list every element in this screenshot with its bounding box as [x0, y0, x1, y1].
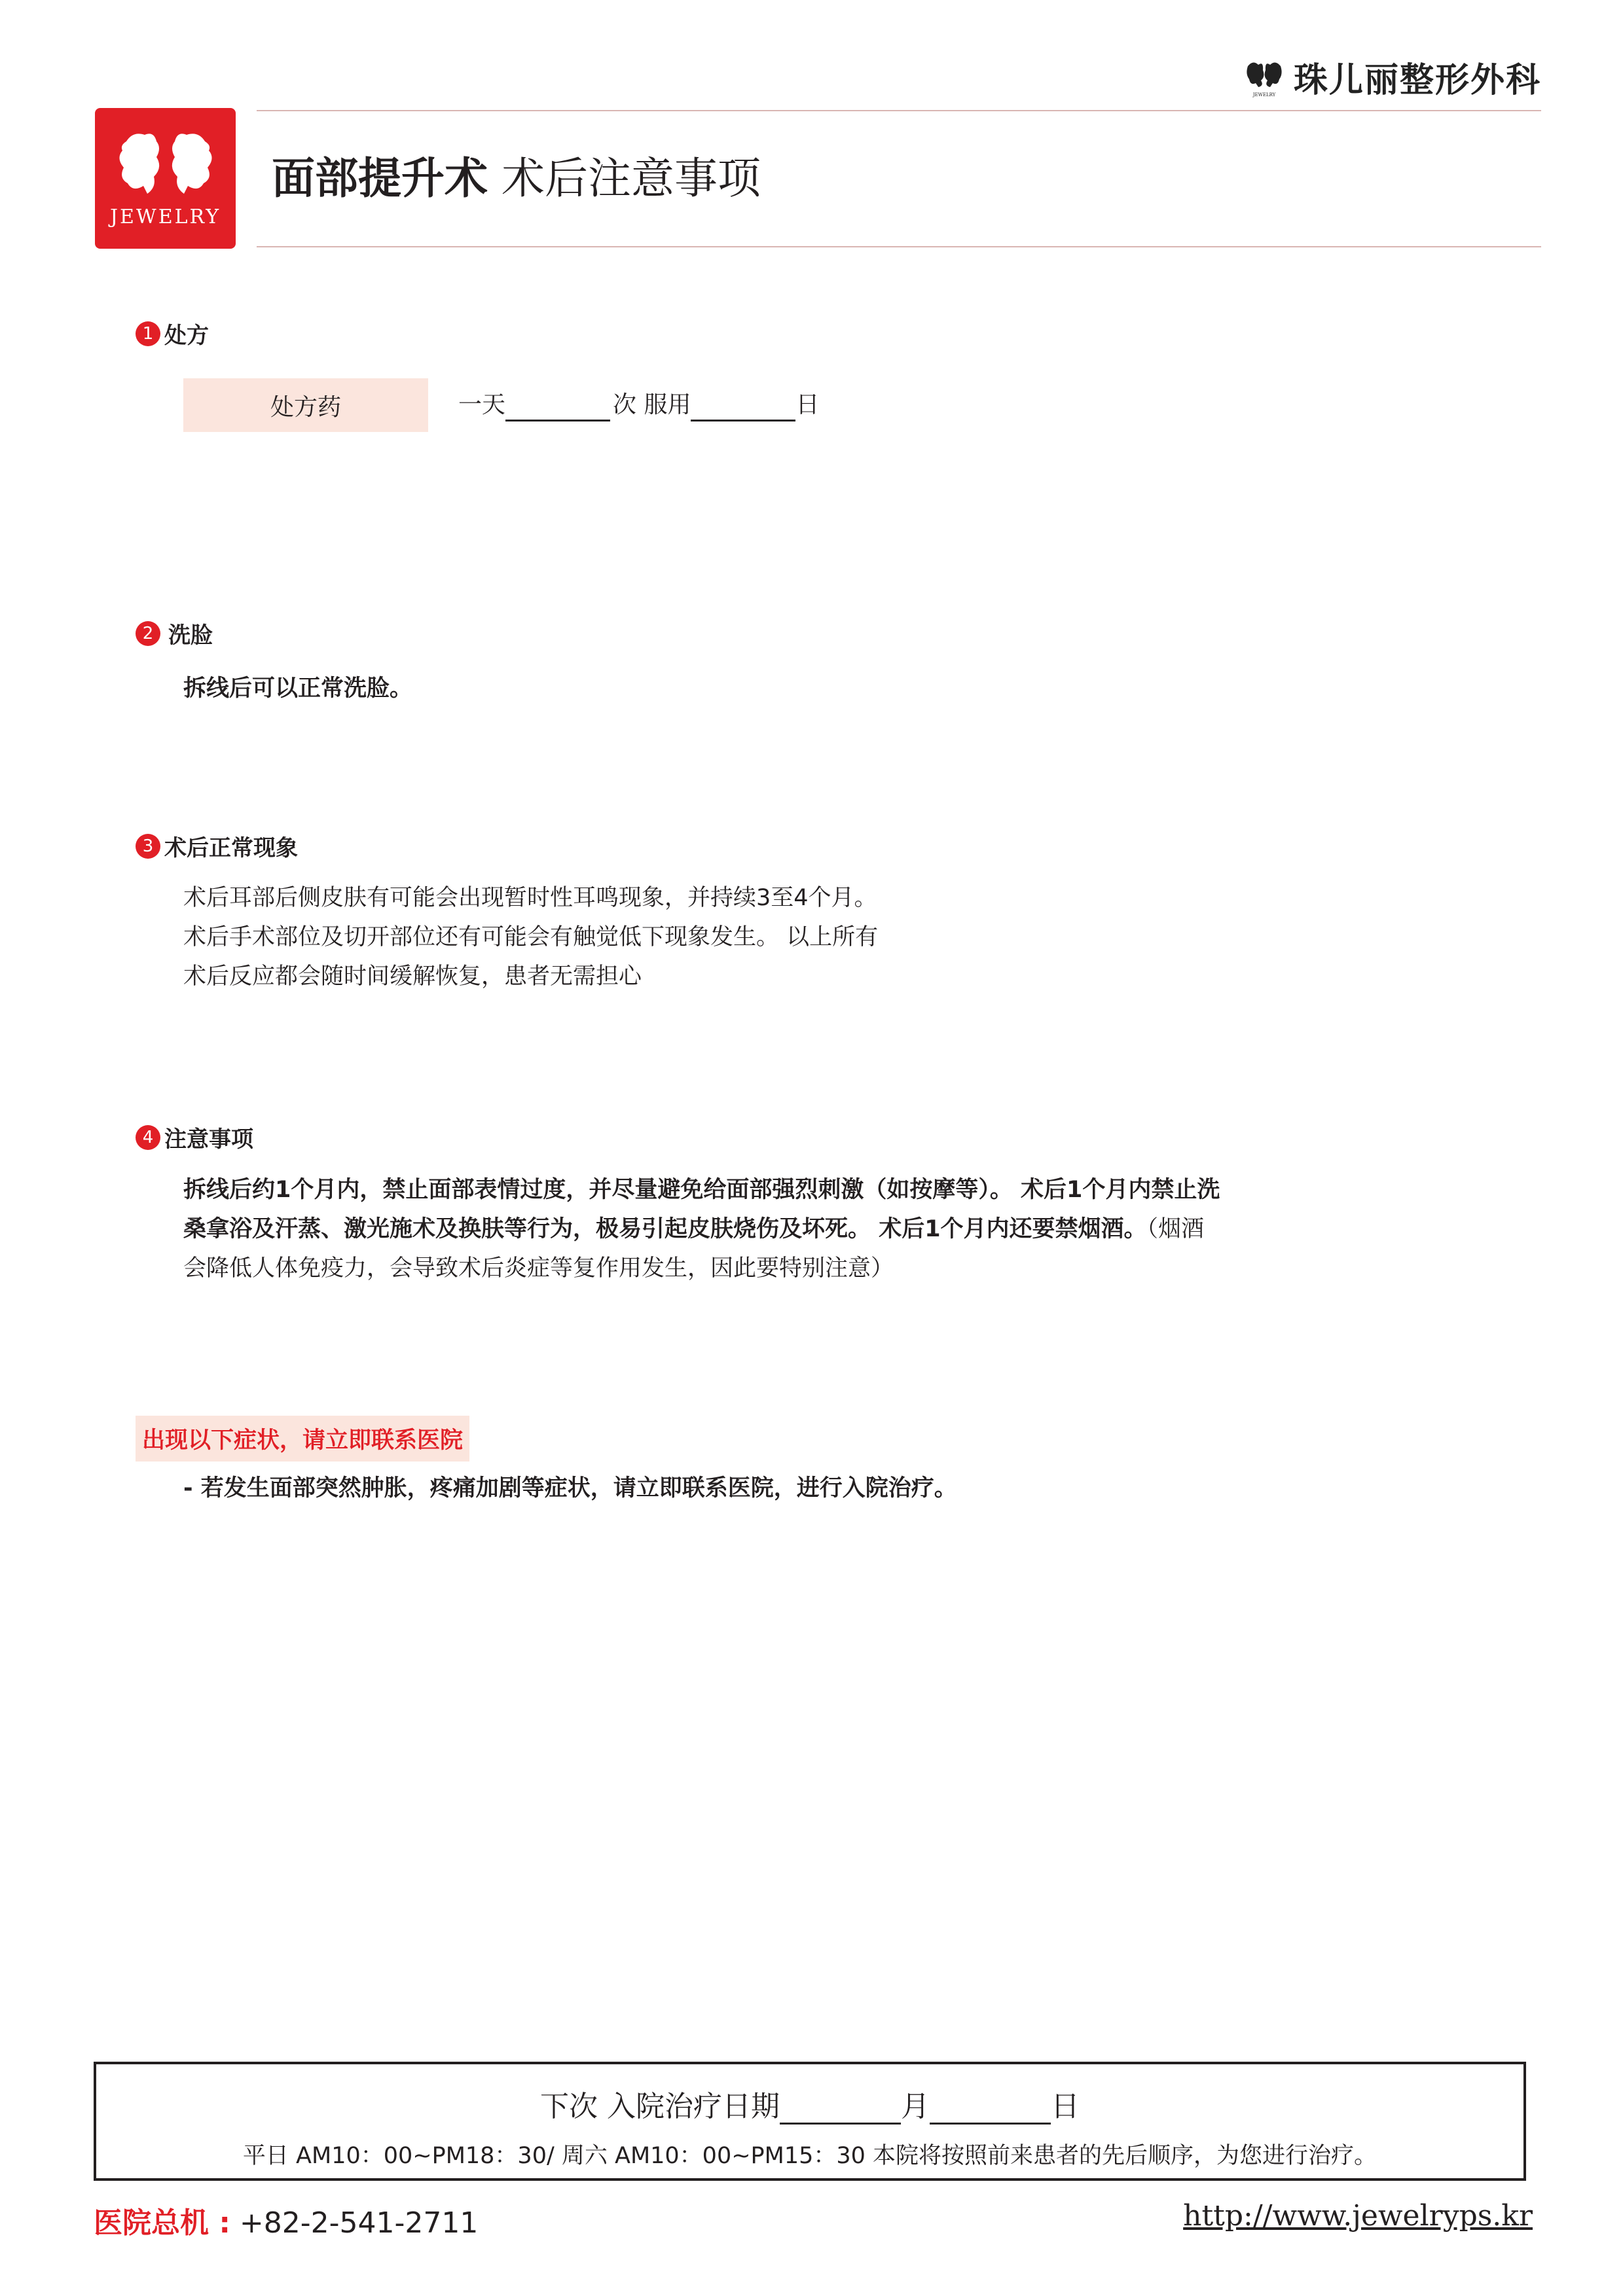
warning-text [183, 1469, 957, 1508]
caution-line-2-bold: 桑拿浴及汗蒸、激光施术及换肤等行为，极易引起皮肤烧伤及坏死。 术后1个月内还要禁烟酒。 [183, 1216, 1147, 1242]
section-2-number: 2 [136, 621, 160, 646]
section-4-text [183, 1170, 1220, 1288]
day-label: 日 [1051, 2090, 1080, 2123]
section-3-title: 术后正常现象 [164, 835, 298, 861]
face-wash-text: 拆线后可以正常洗脸。 [183, 675, 413, 702]
title-procedure: 面部提升术 [272, 153, 488, 204]
prescription-dosage [458, 389, 819, 422]
twin-figure-logo-icon [113, 128, 218, 200]
header-divider-bottom [257, 246, 1541, 247]
logo-wordmark: JEWELRY [109, 206, 221, 228]
section-4-number: 4 [136, 1125, 160, 1150]
normal-symptom-line: 术后反应都会随时间缓解恢复，患者无需担心 [183, 963, 642, 990]
warning-instruction: - 若发生面部突然肿胀，疼痛加剧等症状，请立即联系医院，进行入院治疗。 [183, 1475, 957, 1501]
times-per-day-blank[interactable] [505, 393, 610, 422]
dosage-prefix: 一天 [458, 391, 506, 418]
section-3-number: 3 [136, 834, 160, 859]
section-4-title: 注意事项 [164, 1126, 253, 1153]
hospital-phone [94, 2199, 478, 2241]
brand-mark-icon [1244, 57, 1285, 98]
header-divider-top [257, 110, 1541, 111]
caution-line-1: 拆线后约1个月内，禁止面部表情过度，并尽量避免给面部强烈刺激（如按摩等）。 术后1个月内禁止洗 [183, 1177, 1220, 1203]
section-1-number: 1 [136, 321, 160, 346]
dosage-times: 次 服用 [613, 391, 691, 418]
caution-line-3: 会降低人体免疫力，会导致术后炎症等复作用发生，因此要特别注意） [183, 1255, 894, 1282]
clinic-logo [95, 108, 236, 249]
day-blank[interactable] [930, 2092, 1051, 2125]
normal-symptom-line: 术后耳部后侧皮肤有可能会出现暂时性耳鸣现象，并持续3至4个月。 [183, 885, 877, 911]
normal-symptom-line: 术后手术部位及切开部位还有可能会有触觉低下现象发生。 以上所有 [183, 924, 879, 950]
section-2-heading [136, 617, 213, 649]
month-blank[interactable] [780, 2092, 901, 2125]
phone-number[interactable]: +82-2-541-2711 [239, 2206, 479, 2240]
brand-name: 珠儿丽整形外科 [1293, 61, 1541, 100]
days-blank[interactable] [691, 393, 795, 422]
website-link[interactable]: http://www.jewelryps.kr [1183, 2199, 1533, 2233]
phone-label: 医院总机 : [94, 2206, 230, 2240]
section-1-title: 处方 [164, 323, 209, 349]
next-visit-label: 下次 入院治疗日期 [540, 2090, 780, 2123]
brand-mark-text: JEWELRY [1252, 92, 1276, 98]
dosage-days: 日 [795, 391, 820, 418]
title-subtitle: 术后注意事项 [501, 153, 761, 204]
section-4-heading [136, 1121, 253, 1153]
next-visit-line [96, 2083, 1523, 2125]
page-title [272, 149, 761, 208]
section-3-heading [136, 830, 298, 862]
clinic-hours: 平日 AM10：00~PM18：30/ 周六 AM10：00~PM15：30 本院将按照前来患者的先后顺序，为您进行治疗。 [242, 2143, 1377, 2169]
caution-line-2-normal: （烟酒 [1146, 1216, 1205, 1242]
section-3-text [183, 878, 878, 996]
brand-header [1244, 52, 1541, 101]
section-2-text [183, 669, 412, 708]
next-visit-box [94, 2062, 1526, 2181]
month-label: 月 [901, 2090, 930, 2123]
section-1-heading [136, 317, 209, 350]
caution-line-2 [183, 1210, 1220, 1249]
prescription-label: 处方药 [183, 378, 428, 432]
section-2-title: 洗脸 [168, 622, 213, 649]
warning-label: 出现以下症状，请立即联系医院 [136, 1416, 469, 1462]
